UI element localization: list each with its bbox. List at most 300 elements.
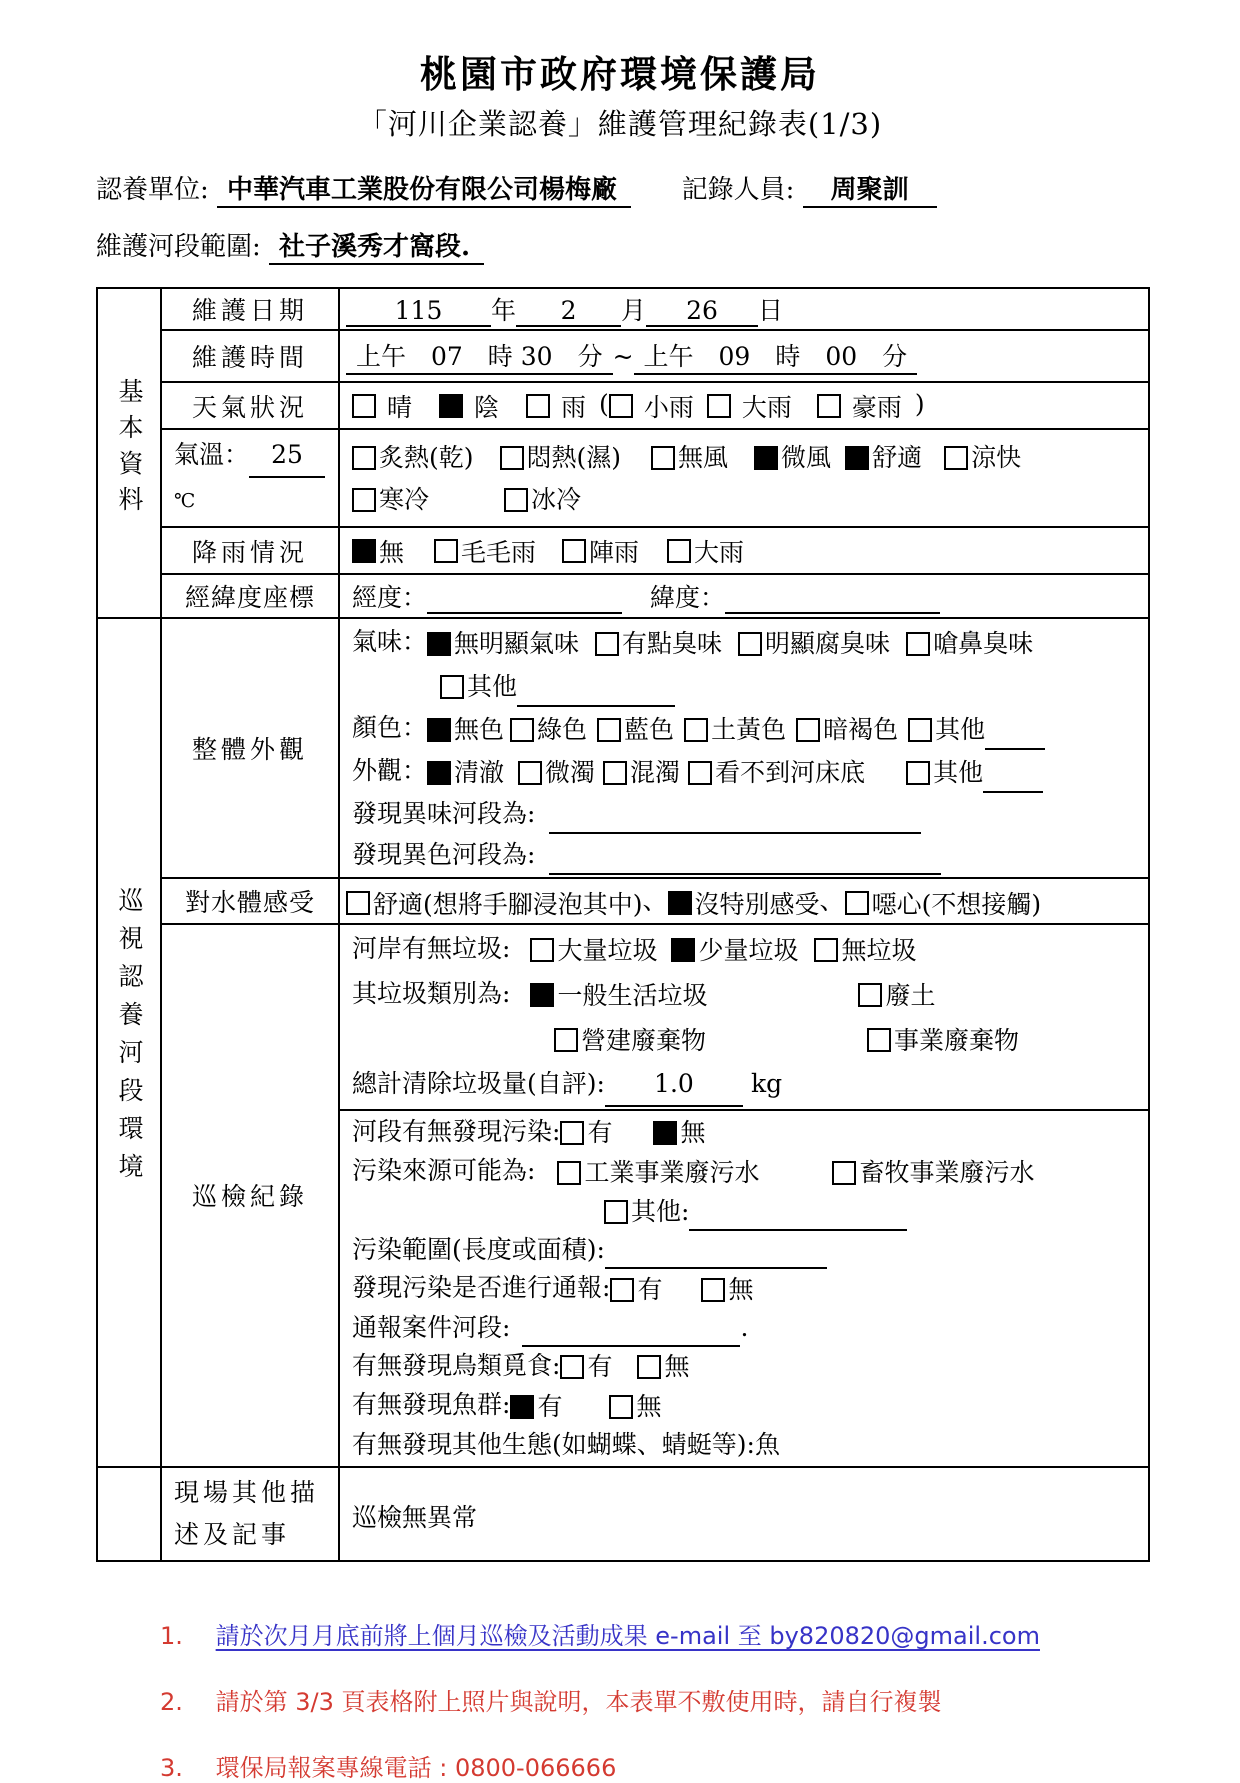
row-weather-content <box>339 382 1149 429</box>
page-subtitle: 「河川企業認養」維護管理紀錄表(1/3) <box>357 107 883 141</box>
checkbox-option-label: 無色 <box>454 715 505 744</box>
odor-section-line <box>352 793 1142 834</box>
field-label-text: kg <box>750 1068 783 1098</box>
footer-note-3-text: 環保局報案專線電話 : 0800-066666 <box>215 1753 617 1782</box>
checkbox-unchecked-icon <box>346 891 370 915</box>
group-basic-info-label: 基本資料 <box>115 378 144 522</box>
checkbox-option-label: 無 <box>636 1391 662 1421</box>
checkbox-option-label: 悶熱(濕) <box>526 443 622 472</box>
field-label-text: 其垃圾類別為: <box>352 978 511 1008</box>
checkbox-option[interactable] <box>604 1193 689 1231</box>
checkbox-option[interactable] <box>796 709 898 750</box>
checkbox-option-label: 噁心(不想接觸) <box>871 889 1042 919</box>
checkbox-option-label: 舒適 <box>872 443 923 472</box>
checkbox-option-label: 微濁 <box>545 758 596 787</box>
spacer <box>622 605 650 606</box>
checkbox-option[interactable] <box>668 885 820 921</box>
checkbox-option[interactable] <box>595 623 722 664</box>
group-basic-info <box>97 288 161 618</box>
checkbox-option[interactable] <box>500 438 622 478</box>
recorder-label: 記錄人員: <box>681 175 795 205</box>
field-label-text: 年 <box>491 296 517 325</box>
record-table <box>96 287 1150 1562</box>
spacer <box>675 1295 701 1296</box>
field-label-text: 發現污染是否進行通報: <box>352 1273 611 1302</box>
checkbox-unchecked-icon <box>688 761 712 785</box>
checkbox-unchecked-icon <box>597 718 621 742</box>
checkbox-option[interactable] <box>609 388 694 424</box>
field-label-text: 外觀： <box>352 756 428 785</box>
spacer <box>442 505 504 506</box>
checkbox-unchecked-icon <box>814 938 838 962</box>
checkbox-option-label: 大雨 <box>694 537 745 567</box>
blank-underline-field[interactable] <box>983 764 1043 793</box>
recorder-value: 周聚訓 <box>803 175 937 208</box>
checkbox-unchecked-icon <box>352 446 376 470</box>
checkbox-option-label: 大量垃圾 <box>557 935 658 965</box>
checkbox-option[interactable] <box>701 1271 753 1309</box>
odor-other-line <box>352 664 1142 707</box>
checkbox-option[interactable] <box>817 388 902 424</box>
row-time-label: 維護時間 <box>161 330 339 382</box>
blank-underline-field[interactable] <box>427 585 622 614</box>
field-label-text: 月 <box>621 296 647 325</box>
row-rain-content <box>339 527 1149 574</box>
checkbox-option[interactable] <box>560 1348 612 1386</box>
checkbox-unchecked-icon <box>906 761 930 785</box>
checkbox-unchecked-icon <box>845 891 869 915</box>
checkbox-unchecked-icon <box>518 761 542 785</box>
checkbox-option-label: 藍色 <box>624 715 675 744</box>
row-temperature-content <box>339 429 1149 527</box>
checkbox-option[interactable] <box>352 438 474 478</box>
field-label-text: 污染範圍(長度或面積): <box>352 1235 605 1264</box>
checkbox-option[interactable] <box>518 752 595 793</box>
pollution-source-line <box>352 1152 1142 1192</box>
checkbox-unchecked-icon <box>796 718 820 742</box>
field-label-text: 魚 <box>754 1429 780 1459</box>
checkbox-option[interactable] <box>526 388 586 424</box>
checkbox-option-label: 畜牧事業廢污水 <box>859 1157 1035 1187</box>
checkbox-option-label: 廢土 <box>885 980 936 1010</box>
group-patrol-environment-label: 巡視認養河段環境 <box>115 887 144 1192</box>
checkbox-option-label: 其他 <box>933 758 984 787</box>
field-label-text: 日 <box>758 296 784 325</box>
adopting-unit-value: 中華汽車工業股份有限公司楊梅廠 <box>217 175 631 208</box>
field-label-text: 有無發現鳥類覓食: <box>352 1350 561 1380</box>
checkbox-unchecked-icon <box>604 1200 628 1224</box>
checkbox-option[interactable] <box>510 709 587 750</box>
filled-value: 1.0 <box>605 1062 743 1107</box>
row-site-notes-label: 現場其他描述及記事 <box>161 1467 339 1561</box>
field-label-text: 發現異味河段為: <box>352 799 536 828</box>
checkbox-option-label: 無 <box>664 1352 690 1381</box>
checkbox-option-label: 土黃色 <box>711 715 787 744</box>
blank-underline-field[interactable] <box>605 1240 827 1269</box>
footer-note-1 <box>160 1616 1240 1651</box>
spacer <box>719 1046 867 1047</box>
temperature-options-line1 <box>352 437 1142 479</box>
checkbox-option-label: 暗褐色 <box>823 715 899 744</box>
checkbox-option[interactable] <box>906 623 1033 664</box>
checkbox-checked-icon <box>530 983 554 1007</box>
checkbox-option[interactable] <box>434 533 536 569</box>
checkbox-option-label: 少量垃圾 <box>698 935 799 965</box>
checkbox-option-label: 其他 <box>935 715 986 744</box>
checkbox-unchecked-icon <box>526 394 550 418</box>
checkbox-option[interactable] <box>845 438 922 478</box>
field-label-text: ( <box>599 389 609 418</box>
blank-underline-field[interactable] <box>549 805 921 834</box>
row-date-content <box>339 288 1149 330</box>
spacer <box>510 1335 522 1336</box>
filled-value: 2 <box>516 296 621 327</box>
checkbox-option[interactable] <box>814 929 916 972</box>
checkbox-unchecked-icon <box>609 1395 633 1419</box>
checkbox-option[interactable] <box>832 1154 1034 1192</box>
checkbox-option[interactable] <box>530 974 707 1017</box>
footer-note-1-email-link[interactable]: 請於次月月底前將上個月巡檢及活動成果 e-mail 至 by820820@gmail.com <box>215 1621 1040 1650</box>
checkbox-option[interactable] <box>908 709 985 750</box>
checkbox-unchecked-icon <box>906 632 930 656</box>
page-title: 桃園市政府環境保護局 <box>420 52 820 96</box>
checkbox-option[interactable] <box>684 709 786 750</box>
field-label-text: 河段有無發現污染: <box>352 1116 561 1146</box>
filled-value: 上午 07 時 30 分 <box>346 337 613 375</box>
patrol-record-trash-section <box>339 924 1149 1110</box>
checkbox-option-label: 陰 <box>474 392 500 422</box>
checkbox-option[interactable] <box>906 752 983 793</box>
checkbox-option-label: 無明顯氣味 <box>454 629 580 658</box>
footer-note-2-number: 2. <box>160 1687 183 1716</box>
checkbox-unchecked-icon <box>595 632 619 656</box>
river-section-value: 社子溪秀才窩段. <box>269 232 484 265</box>
checkbox-option-label: 無風 <box>678 443 729 472</box>
checkbox-option-label: 寒冷 <box>379 484 430 514</box>
spacer <box>772 1178 832 1179</box>
spacer <box>625 1373 637 1374</box>
checkbox-option-label: 有 <box>537 1391 563 1421</box>
row-time-content <box>339 330 1149 382</box>
checkbox-unchecked-icon <box>603 761 627 785</box>
checkbox-option[interactable] <box>557 1154 759 1192</box>
field-label-text: 河岸有無垃圾: <box>352 933 511 963</box>
footer-note-1-number: 1. <box>160 1621 183 1650</box>
trash-total-line <box>352 1062 1142 1107</box>
spacer <box>352 1218 604 1219</box>
field-label-text: 氣溫： <box>174 440 250 469</box>
color-line <box>352 707 1142 750</box>
river-section-label: 維護河段範圍: <box>96 232 261 262</box>
row-coordinates-label: 經緯度座標 <box>161 574 339 618</box>
row-site-notes-content: 巡檢無異常 <box>339 1467 1149 1561</box>
checkbox-option-label: 嗆鼻臭味 <box>933 629 1034 658</box>
checkbox-unchecked-icon <box>908 718 932 742</box>
checkbox-checked-icon <box>427 761 451 785</box>
checkbox-option-label: 毛毛雨 <box>461 537 537 567</box>
checkbox-option-label: 營建廢棄物 <box>581 1025 707 1055</box>
report-case-section-line <box>352 1309 1142 1347</box>
temperature-options-line2 <box>352 478 1142 520</box>
checkbox-unchecked-icon <box>562 539 586 563</box>
spacer <box>878 778 906 779</box>
blank-underline-field[interactable] <box>517 678 675 707</box>
filled-value: 26 <box>646 296 758 327</box>
blank-underline-field[interactable] <box>985 721 1045 750</box>
pollution-range-line <box>352 1231 1142 1269</box>
checkbox-option[interactable] <box>560 1114 612 1152</box>
checkbox-option[interactable] <box>439 388 499 424</box>
checkbox-option-label: 大雨 <box>741 392 792 422</box>
checkbox-checked-icon <box>439 394 463 418</box>
checkbox-checked-icon <box>352 539 376 563</box>
spacer <box>510 1001 530 1002</box>
field-label-text: 氣味： <box>352 627 428 656</box>
checkbox-option-label: 其他: <box>631 1197 690 1226</box>
spacer <box>535 821 549 822</box>
pollution-source-other-line <box>352 1192 1142 1232</box>
checkbox-checked-icon <box>427 718 451 742</box>
checkbox-unchecked-icon <box>637 1355 661 1379</box>
checkbox-option-label: 明顯腐臭味 <box>765 629 891 658</box>
checkbox-unchecked-icon <box>560 1121 584 1145</box>
checkbox-unchecked-icon <box>352 394 376 418</box>
checkbox-option-label: 有點臭味 <box>622 629 723 658</box>
checkbox-unchecked-icon <box>944 446 968 470</box>
checkbox-option[interactable] <box>530 929 657 972</box>
checkbox-option-label: 沒特別感受 <box>694 889 820 919</box>
checkbox-option-label: 無 <box>379 537 405 567</box>
checkbox-checked-icon <box>671 938 695 962</box>
spacer <box>743 1091 751 1092</box>
spacer <box>352 692 440 693</box>
checkbox-unchecked-icon <box>817 394 841 418</box>
clarity-line <box>352 750 1142 793</box>
pollution-report-line <box>352 1269 1142 1309</box>
spacer <box>352 1046 554 1047</box>
group-empty-cell <box>97 1467 161 1561</box>
row-date-label: 維護日期 <box>161 288 339 330</box>
checkbox-option[interactable] <box>688 752 865 793</box>
checkbox-option[interactable] <box>845 885 1042 921</box>
fish-found-line <box>352 1386 1142 1426</box>
checkbox-option-label: 混濁 <box>630 758 681 787</box>
checkbox-option[interactable] <box>603 752 680 793</box>
checkbox-option-label: 無垃圾 <box>841 935 917 965</box>
field-label-text: 污染來源可能為: <box>352 1156 536 1185</box>
footer-note-2-text: 請於第 3/3 頁表格附上照片與說明，本表單不敷使用時，請自行複製 <box>215 1687 942 1716</box>
checkbox-option-label: 陣雨 <box>589 537 640 567</box>
checkbox-option[interactable] <box>651 438 728 478</box>
checkbox-checked-icon <box>845 446 869 470</box>
spacer <box>720 1001 858 1002</box>
checkbox-option[interactable] <box>504 480 581 520</box>
checkbox-unchecked-icon <box>832 1161 856 1185</box>
checkbox-option[interactable] <box>427 623 579 664</box>
field-label-text: . <box>740 1312 749 1342</box>
trash-type-line <box>352 972 1142 1017</box>
patrol-record-pollution-section <box>339 1110 1149 1467</box>
bird-feeding-line <box>352 1347 1142 1387</box>
checkbox-option-label: 雨 <box>561 392 587 422</box>
checkbox-option[interactable] <box>653 1114 705 1152</box>
field-label-text: ) <box>914 389 925 418</box>
checkbox-option[interactable] <box>667 533 744 569</box>
checkbox-unchecked-icon <box>684 718 708 742</box>
checkbox-option[interactable] <box>440 666 517 707</box>
checkbox-option-label: 綠色 <box>537 715 588 744</box>
field-label-text: 總計清除垃圾量(自評): <box>352 1068 605 1098</box>
checkbox-option[interactable] <box>609 1388 661 1426</box>
checkbox-option[interactable] <box>858 974 935 1017</box>
checkbox-unchecked-icon <box>707 394 731 418</box>
spacer <box>510 956 530 957</box>
field-label-text: 通報案件河段: <box>352 1312 511 1342</box>
row-weather-label: 天氣狀況 <box>161 382 339 429</box>
checkbox-unchecked-icon <box>560 1355 584 1379</box>
checkbox-option-label: 其他 <box>467 672 518 701</box>
checkbox-option-label: 無 <box>728 1274 754 1304</box>
spacer <box>575 1412 609 1413</box>
checkbox-unchecked-icon <box>701 1278 725 1302</box>
footer-note-2 <box>160 1682 1240 1717</box>
checkbox-option-label: 炙熱(乾) <box>379 443 474 472</box>
checkbox-option-label: 豪雨 <box>851 392 902 422</box>
checkbox-option[interactable] <box>610 1271 662 1309</box>
checkbox-checked-icon <box>653 1121 677 1145</box>
spacer <box>625 1139 653 1140</box>
field-label-text: 、 <box>642 886 668 915</box>
checkbox-unchecked-icon <box>440 675 464 699</box>
checkbox-checked-icon <box>754 446 778 470</box>
checkbox-option-label: 一般生活垃圾 <box>557 980 708 1010</box>
row-coordinates-content <box>339 574 1149 618</box>
checkbox-unchecked-icon <box>651 446 675 470</box>
checkbox-unchecked-icon <box>434 539 458 563</box>
row-temperature-label <box>161 429 339 527</box>
checkbox-option-label: 有 <box>587 1118 613 1147</box>
filled-value: 115 <box>346 296 491 327</box>
header-fields-line1 <box>96 169 1150 206</box>
field-label-text: 經度： <box>352 583 428 612</box>
checkbox-unchecked-icon <box>352 488 376 512</box>
checkbox-option-label: 工業事業廢污水 <box>584 1157 760 1187</box>
checkbox-unchecked-icon <box>738 632 762 656</box>
checkbox-option[interactable] <box>554 1019 706 1062</box>
footer-note-3 <box>160 1748 1240 1783</box>
group-patrol-environment <box>97 618 161 1467</box>
row-patrol-record-label: 巡檢紀錄 <box>161 924 339 1467</box>
checkbox-unchecked-icon <box>667 539 691 563</box>
odor-line <box>352 621 1142 664</box>
checkbox-unchecked-icon <box>609 394 633 418</box>
row-water-feel-label: 對水體感受 <box>161 878 339 924</box>
checkbox-option-label: 有 <box>637 1274 663 1304</box>
checkbox-option[interactable] <box>867 1019 1019 1062</box>
spacer <box>535 1178 557 1179</box>
trash-type-line2 <box>352 1017 1142 1062</box>
checkbox-unchecked-icon <box>557 1161 581 1185</box>
riverbank-trash-line <box>352 927 1142 972</box>
checkbox-checked-icon <box>510 1395 534 1419</box>
header-fields-line2 <box>96 226 1150 263</box>
checkbox-option-label: 看不到河床底 <box>715 758 866 787</box>
row-appearance-label: 整體外觀 <box>161 618 339 878</box>
other-ecology-line <box>352 1426 1142 1464</box>
checkbox-unchecked-icon <box>530 938 554 962</box>
checkbox-option[interactable] <box>510 1388 562 1426</box>
field-label-text: ~ <box>612 342 634 371</box>
checkbox-option[interactable] <box>427 709 504 750</box>
footer-note-3-number: 3. <box>160 1753 183 1782</box>
checkbox-option-label: 晴 <box>387 392 413 422</box>
checkbox-unchecked-icon <box>858 983 882 1007</box>
field-label-text: 有無發現其他生態(如蝴蝶、蜻蜓等): <box>352 1429 755 1459</box>
color-section-line <box>352 834 1142 875</box>
checkbox-option-label: 舒適(想將手腳浸泡其中) <box>373 889 643 919</box>
field-label-text: 發現異色河段為: <box>352 840 536 869</box>
checkbox-option[interactable] <box>944 438 1021 478</box>
field-label-text: 有無發現魚群: <box>352 1390 511 1419</box>
checkbox-option[interactable] <box>562 533 639 569</box>
pollution-found-line <box>352 1113 1142 1153</box>
filled-value: 上午 09 時 00 分 <box>634 337 918 375</box>
checkbox-option-label: 小雨 <box>643 392 694 422</box>
field-label-text: ℃ <box>174 490 196 512</box>
checkbox-option-label: 有 <box>587 1352 613 1381</box>
checkbox-option[interactable] <box>707 388 792 424</box>
checkbox-checked-icon <box>427 632 451 656</box>
spacer <box>535 862 549 863</box>
checkbox-option-label: 事業廢棄物 <box>894 1025 1020 1055</box>
checkbox-checked-icon <box>668 891 692 915</box>
row-rain-label: 降雨情況 <box>161 527 339 574</box>
row-appearance-content <box>339 618 1149 878</box>
checkbox-option[interactable] <box>352 480 429 520</box>
checkbox-unchecked-icon <box>867 1028 891 1052</box>
footer-notes <box>160 1616 1240 1783</box>
row-water-feel-content <box>339 878 1149 924</box>
checkbox-option[interactable] <box>754 438 831 478</box>
checkbox-unchecked-icon <box>554 1028 578 1052</box>
blank-underline-field[interactable] <box>549 846 941 875</box>
checkbox-unchecked-icon <box>610 1278 634 1302</box>
checkbox-option[interactable] <box>738 623 890 664</box>
adopting-unit-label: 認養單位: <box>96 175 209 205</box>
checkbox-option[interactable] <box>427 752 504 793</box>
checkbox-option[interactable] <box>352 388 412 424</box>
checkbox-unchecked-icon <box>510 718 534 742</box>
blank-underline-field[interactable] <box>725 585 940 614</box>
field-label-text: 顏色： <box>352 713 428 742</box>
checkbox-option[interactable] <box>346 885 643 921</box>
checkbox-option-label: 冰冷 <box>531 484 582 514</box>
checkbox-option[interactable] <box>637 1348 689 1386</box>
checkbox-unchecked-icon <box>504 488 528 512</box>
filled-value: 25 <box>249 434 325 478</box>
checkbox-option-label: 清澈 <box>454 758 505 787</box>
checkbox-option-label: 微風 <box>781 443 832 472</box>
blank-underline-field[interactable] <box>522 1318 740 1347</box>
checkbox-option[interactable] <box>597 709 674 750</box>
blank-underline-field[interactable] <box>689 1202 907 1231</box>
checkbox-option[interactable] <box>671 929 798 972</box>
checkbox-unchecked-icon <box>500 446 524 470</box>
field-label-text: 緯度： <box>650 583 726 612</box>
field-label-text: 、 <box>819 886 845 915</box>
checkbox-option[interactable] <box>352 533 404 569</box>
checkbox-option-label: 涼快 <box>971 443 1022 472</box>
